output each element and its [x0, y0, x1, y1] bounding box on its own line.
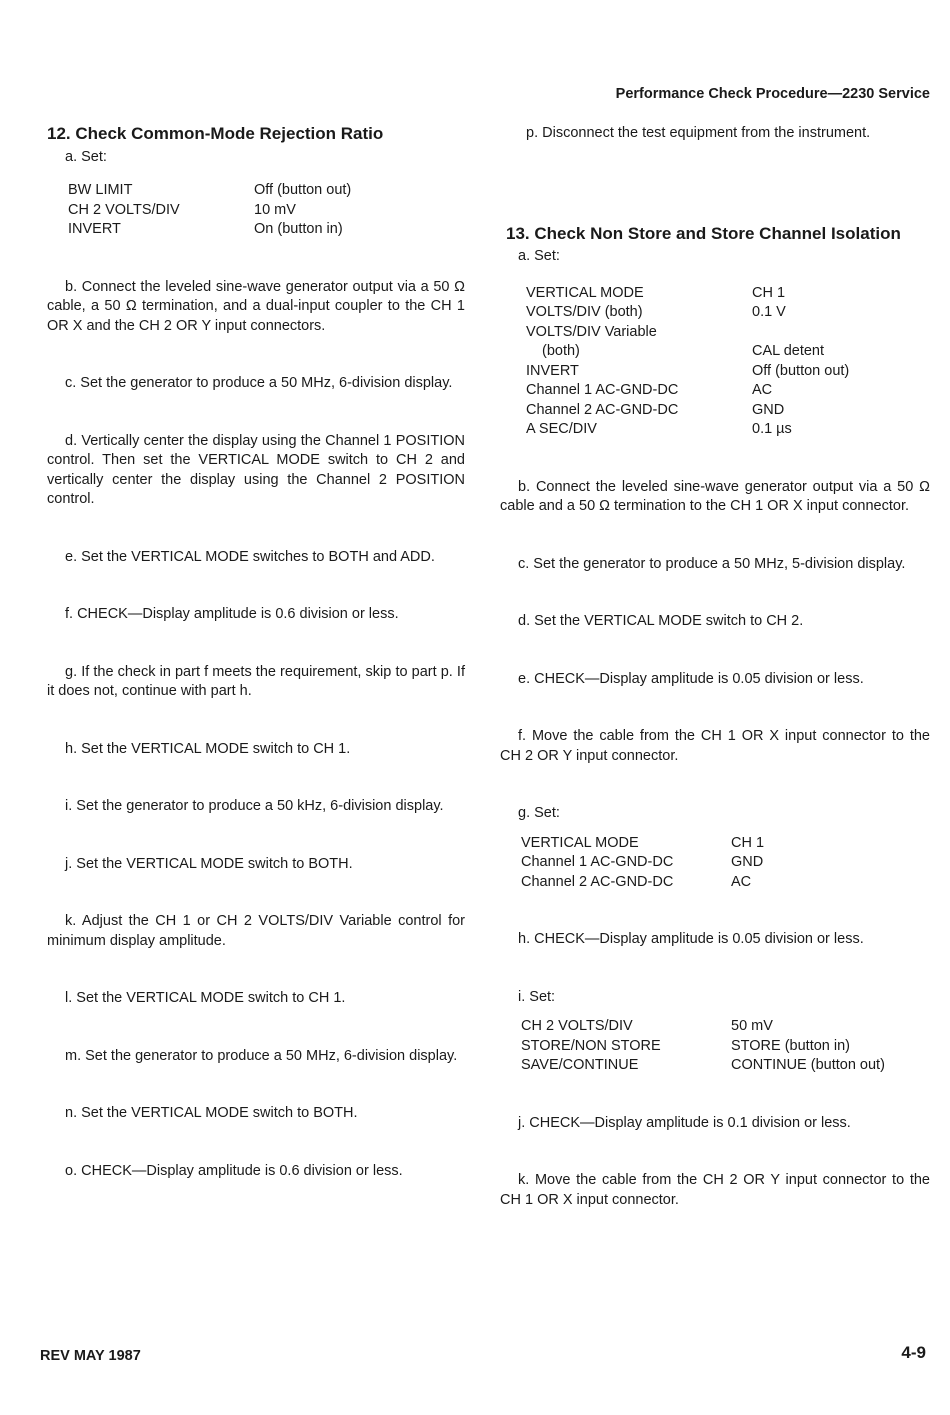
settings-table-12a: [68, 181, 351, 240]
step-12e: e. Set the VERTICAL MODE switches to BOTH and ADD.: [65, 548, 435, 565]
step-13c: c. Set the generator to produce a 50 MHz, 5-division display.: [518, 555, 906, 572]
settings-row: [526, 362, 849, 382]
step-12a-label: a. Set:: [65, 148, 107, 165]
step-13j: j. CHECK—Display amplitude is 0.1 division or less.: [518, 1114, 851, 1131]
step-13f: f. Move the cable from the CH 1 OR X input connector to the CH 2 OR Y input connector.: [500, 728, 930, 764]
setting-key: VERTICAL MODE: [526, 284, 644, 301]
settings-row: [526, 381, 849, 401]
step-12o: o. CHECK—Display amplitude is 0.6 division or less.: [65, 1162, 403, 1179]
settings-row: [521, 873, 764, 893]
setting-key: CH 2 VOLTS/DIV: [68, 201, 180, 218]
step-13k: k. Move the cable from the CH 2 OR Y input connector to the CH 1 OR X input connector.: [500, 1172, 930, 1208]
settings-row: [526, 401, 849, 421]
settings-row: [526, 342, 849, 362]
step-12d: d. Vertically center the display using the Channel 1 POSITION control. Then set the VERTICAL MODE switch to CH 2 and vertically center the display using the Channel 2 POSITION control.: [47, 432, 465, 507]
setting-key: SAVE/CONTINUE: [521, 1057, 639, 1073]
setting-value: CAL detent: [752, 343, 825, 359]
setting-key: STORE/NON STORE: [521, 1037, 661, 1054]
setting-value: On (button in): [254, 221, 343, 237]
settings-row: [526, 303, 849, 323]
setting-key: INVERT: [526, 362, 579, 379]
step-12m: m. Set the generator to produce a 50 MHz, 6-division display.: [65, 1047, 458, 1064]
page-number: 4-9: [901, 1343, 926, 1362]
settings-row: [526, 323, 849, 343]
setting-value: STORE (button in): [731, 1037, 851, 1054]
step-12g: g. If the check in part f meets the requirement, skip to part p. If it does not, continue with part h.: [47, 663, 465, 699]
setting-value: AC: [731, 873, 752, 890]
step-12k: k. Adjust the CH 1 or CH 2 VOLTS/DIV Variable control for minimum display amplitude.: [47, 913, 465, 949]
section-12-title: 12. Check Common-Mode Rejection Ratio: [47, 124, 384, 143]
settings-table-13a: [526, 284, 849, 440]
setting-key: Channel 1 AC-GND-DC: [526, 382, 679, 398]
settings-row: [68, 201, 351, 221]
step-12j: j. Set the VERTICAL MODE switch to BOTH.: [65, 855, 353, 872]
step-13d: d. Set the VERTICAL MODE switch to CH 2.: [518, 613, 804, 629]
settings-row: [521, 834, 764, 854]
setting-value: Off (button out): [752, 362, 850, 379]
setting-key: VOLTS/DIV (both): [526, 304, 643, 320]
step-12h: h. Set the VERTICAL MODE switch to CH 1.: [65, 740, 351, 757]
setting-value: CONTINUE (button out): [731, 1057, 885, 1073]
setting-value: 0.1 V: [752, 304, 786, 320]
setting-key: VERTICAL MODE: [521, 834, 639, 851]
step-12n: n. Set the VERTICAL MODE switch to BOTH.: [65, 1105, 358, 1121]
settings-table-13g: [521, 834, 764, 893]
setting-value: CH 1: [731, 834, 765, 851]
step-13b: b. Connect the leveled sine-wave generator output via a 50 Ω cable and a 50 Ω termination to the CH 1 OR X input connector.: [500, 478, 930, 514]
setting-key: VOLTS/DIV Variable: [526, 323, 657, 340]
settings-row: [68, 220, 351, 240]
setting-key: BW LIMIT: [68, 182, 133, 198]
settings-row: [526, 420, 849, 440]
left-column: [47, 124, 465, 1181]
setting-key: (both): [542, 343, 580, 359]
setting-key: Channel 2 AC-GND-DC: [521, 873, 674, 890]
step-12i: i. Set the generator to produce a 50 kHz, 6-division display.: [65, 798, 444, 814]
step-13i-label: i. Set:: [518, 988, 556, 1005]
setting-value: AC: [752, 382, 773, 398]
setting-key: Channel 1 AC-GND-DC: [521, 854, 674, 870]
section-13-title: 13. Check Non Store and Store Channel Isolation: [506, 223, 901, 243]
setting-key: A SEC/DIV: [526, 421, 597, 437]
running-title: Performance Check Procedure—2230 Service: [615, 86, 930, 102]
settings-row: [521, 1037, 885, 1057]
settings-row: [521, 853, 764, 873]
setting-value: CH 1: [752, 284, 786, 301]
setting-key: CH 2 VOLTS/DIV: [521, 1018, 633, 1034]
setting-value: 0.1 µs: [752, 421, 792, 437]
setting-value: Off (button out): [254, 182, 352, 198]
step-13g-label: g. Set:: [518, 805, 560, 821]
setting-value: 10 mV: [254, 201, 296, 218]
step-12p: p. Disconnect the test equipment from the instrument.: [526, 125, 871, 141]
setting-value: [752, 323, 849, 343]
step-13a-label: a. Set:: [518, 248, 560, 264]
setting-value: GND: [731, 854, 764, 870]
settings-row: [521, 1017, 885, 1037]
settings-row: [521, 1056, 885, 1076]
settings-row: [526, 284, 849, 304]
step-12c: c. Set the generator to produce a 50 MHz, 6-division display.: [65, 375, 453, 391]
step-12b: b. Connect the leveled sine-wave generator output via a 50 Ω cable, a 50 Ω termination, and a dual-input coupler to the CH 1 OR X and the CH 2 OR Y input connectors.: [47, 278, 465, 334]
step-12f: f. CHECK—Display amplitude is 0.6 division or less.: [65, 606, 399, 622]
right-column: [500, 124, 930, 1210]
settings-row: [68, 181, 351, 201]
settings-table-13i: [521, 1017, 885, 1076]
revision-date: REV MAY 1987: [40, 1348, 141, 1364]
setting-key: INVERT: [68, 221, 121, 237]
step-13e: e. CHECK—Display amplitude is 0.05 division or less.: [518, 670, 864, 687]
setting-value: GND: [752, 401, 785, 418]
step-12l: l. Set the VERTICAL MODE switch to CH 1.: [65, 990, 346, 1006]
setting-value: 50 mV: [731, 1018, 773, 1034]
setting-key: Channel 2 AC-GND-DC: [526, 401, 679, 418]
step-13h: h. CHECK—Display amplitude is 0.05 division or less.: [518, 931, 864, 947]
